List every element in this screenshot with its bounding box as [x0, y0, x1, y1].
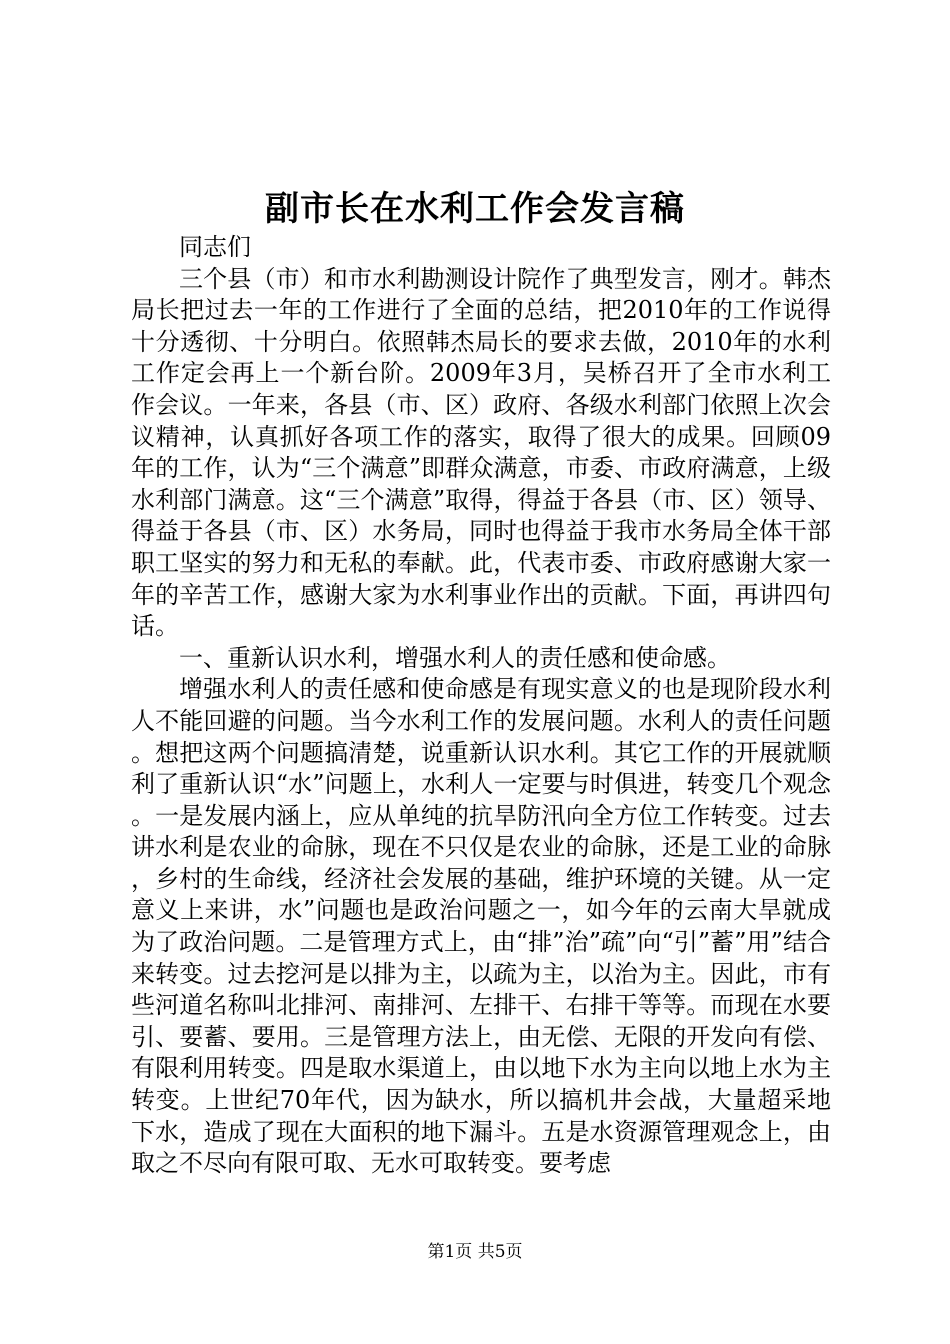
body-paragraph: 三个县（市）和市水利勘测设计院作了典型发言，刚才。韩杰局长把过去一年的工作进行了全面的总结，把2010年的工作说得十分透彻、十分明白。依照韩杰局长的要求去做，2010年的水利工作定会再上一个新台阶。2009年3月，吴桥召开了全市水利工作会议。一年来，各县（市、区）政府、各级水利部门依照上次会议精神，认真抓好各项工作的落实，取得了很大的成果。回顾09年的工作，认为“三个满意”即群众满意，市委、市政府满意，上级水利部门满意。这“三个满意”取得，得益于各县（市、区）领导、得益于各县（市、区）水务局，同时也得益于我市水务局全体干部职工坚实的努力和无私的奉献。此，代表市委、市政府感谢大家一年的辛苦工作，感谢大家为水利事业作出的贡献。下面，再讲四句话。 — [131, 264, 831, 641]
body-paragraph: 增强水利人的责任感和使命感是有现实意义的也是现阶段水利人不能回避的问题。当今水利工作的发展问题。水利人的责任问题。想把这两个问题搞清楚，说重新认识水利。其它工作的开展就顺利了重新认识“水”问题上，水利人一定要与时俱进，转变几个观念。一是发展内涵上，应从单纯的抗旱防汛向全方位工作转变。过去讲水利是农业的命脉，现在不只仅是农业的命脉，还是工业的命脉，乡村的生命线，经济社会发展的基础，维护环境的关键。从一定意义上来讲，水”问题也是政治问题之一，如今年的云南大旱就成为了政治问题。二是管理方式上，由“排”治”疏”向“引”蓄”用”结合来转变。过去挖河是以排为主，以疏为主，以治为主。因此，市有些河道名称叫北排河、南排河、左排干、右排干等等。而现在水要引、要蓄、要用。三是管理方法上，由无偿、无限的开发向有偿、有限利用转变。四是取水渠道上，由以地下水为主向以地上水为主转变。上世纪70年代，因为缺水，所以搞机井会战，大量超采地下水，造成了现在大面积的地下漏斗。五是水资源管理观念上，由取之不尽向有限可取、无水可取转变。要考虑 — [131, 675, 831, 1178]
document-title: 副市长在水利工作会发言稿 — [265, 189, 685, 229]
page-footer: 第1页 共5页 — [427, 1242, 523, 1262]
salutation-paragraph: 同志们 — [179, 233, 251, 261]
document-body — [131, 232, 831, 1180]
section-heading-paragraph: 一、重新认识水利，增强水利人的责任感和使命感。 — [179, 643, 731, 672]
